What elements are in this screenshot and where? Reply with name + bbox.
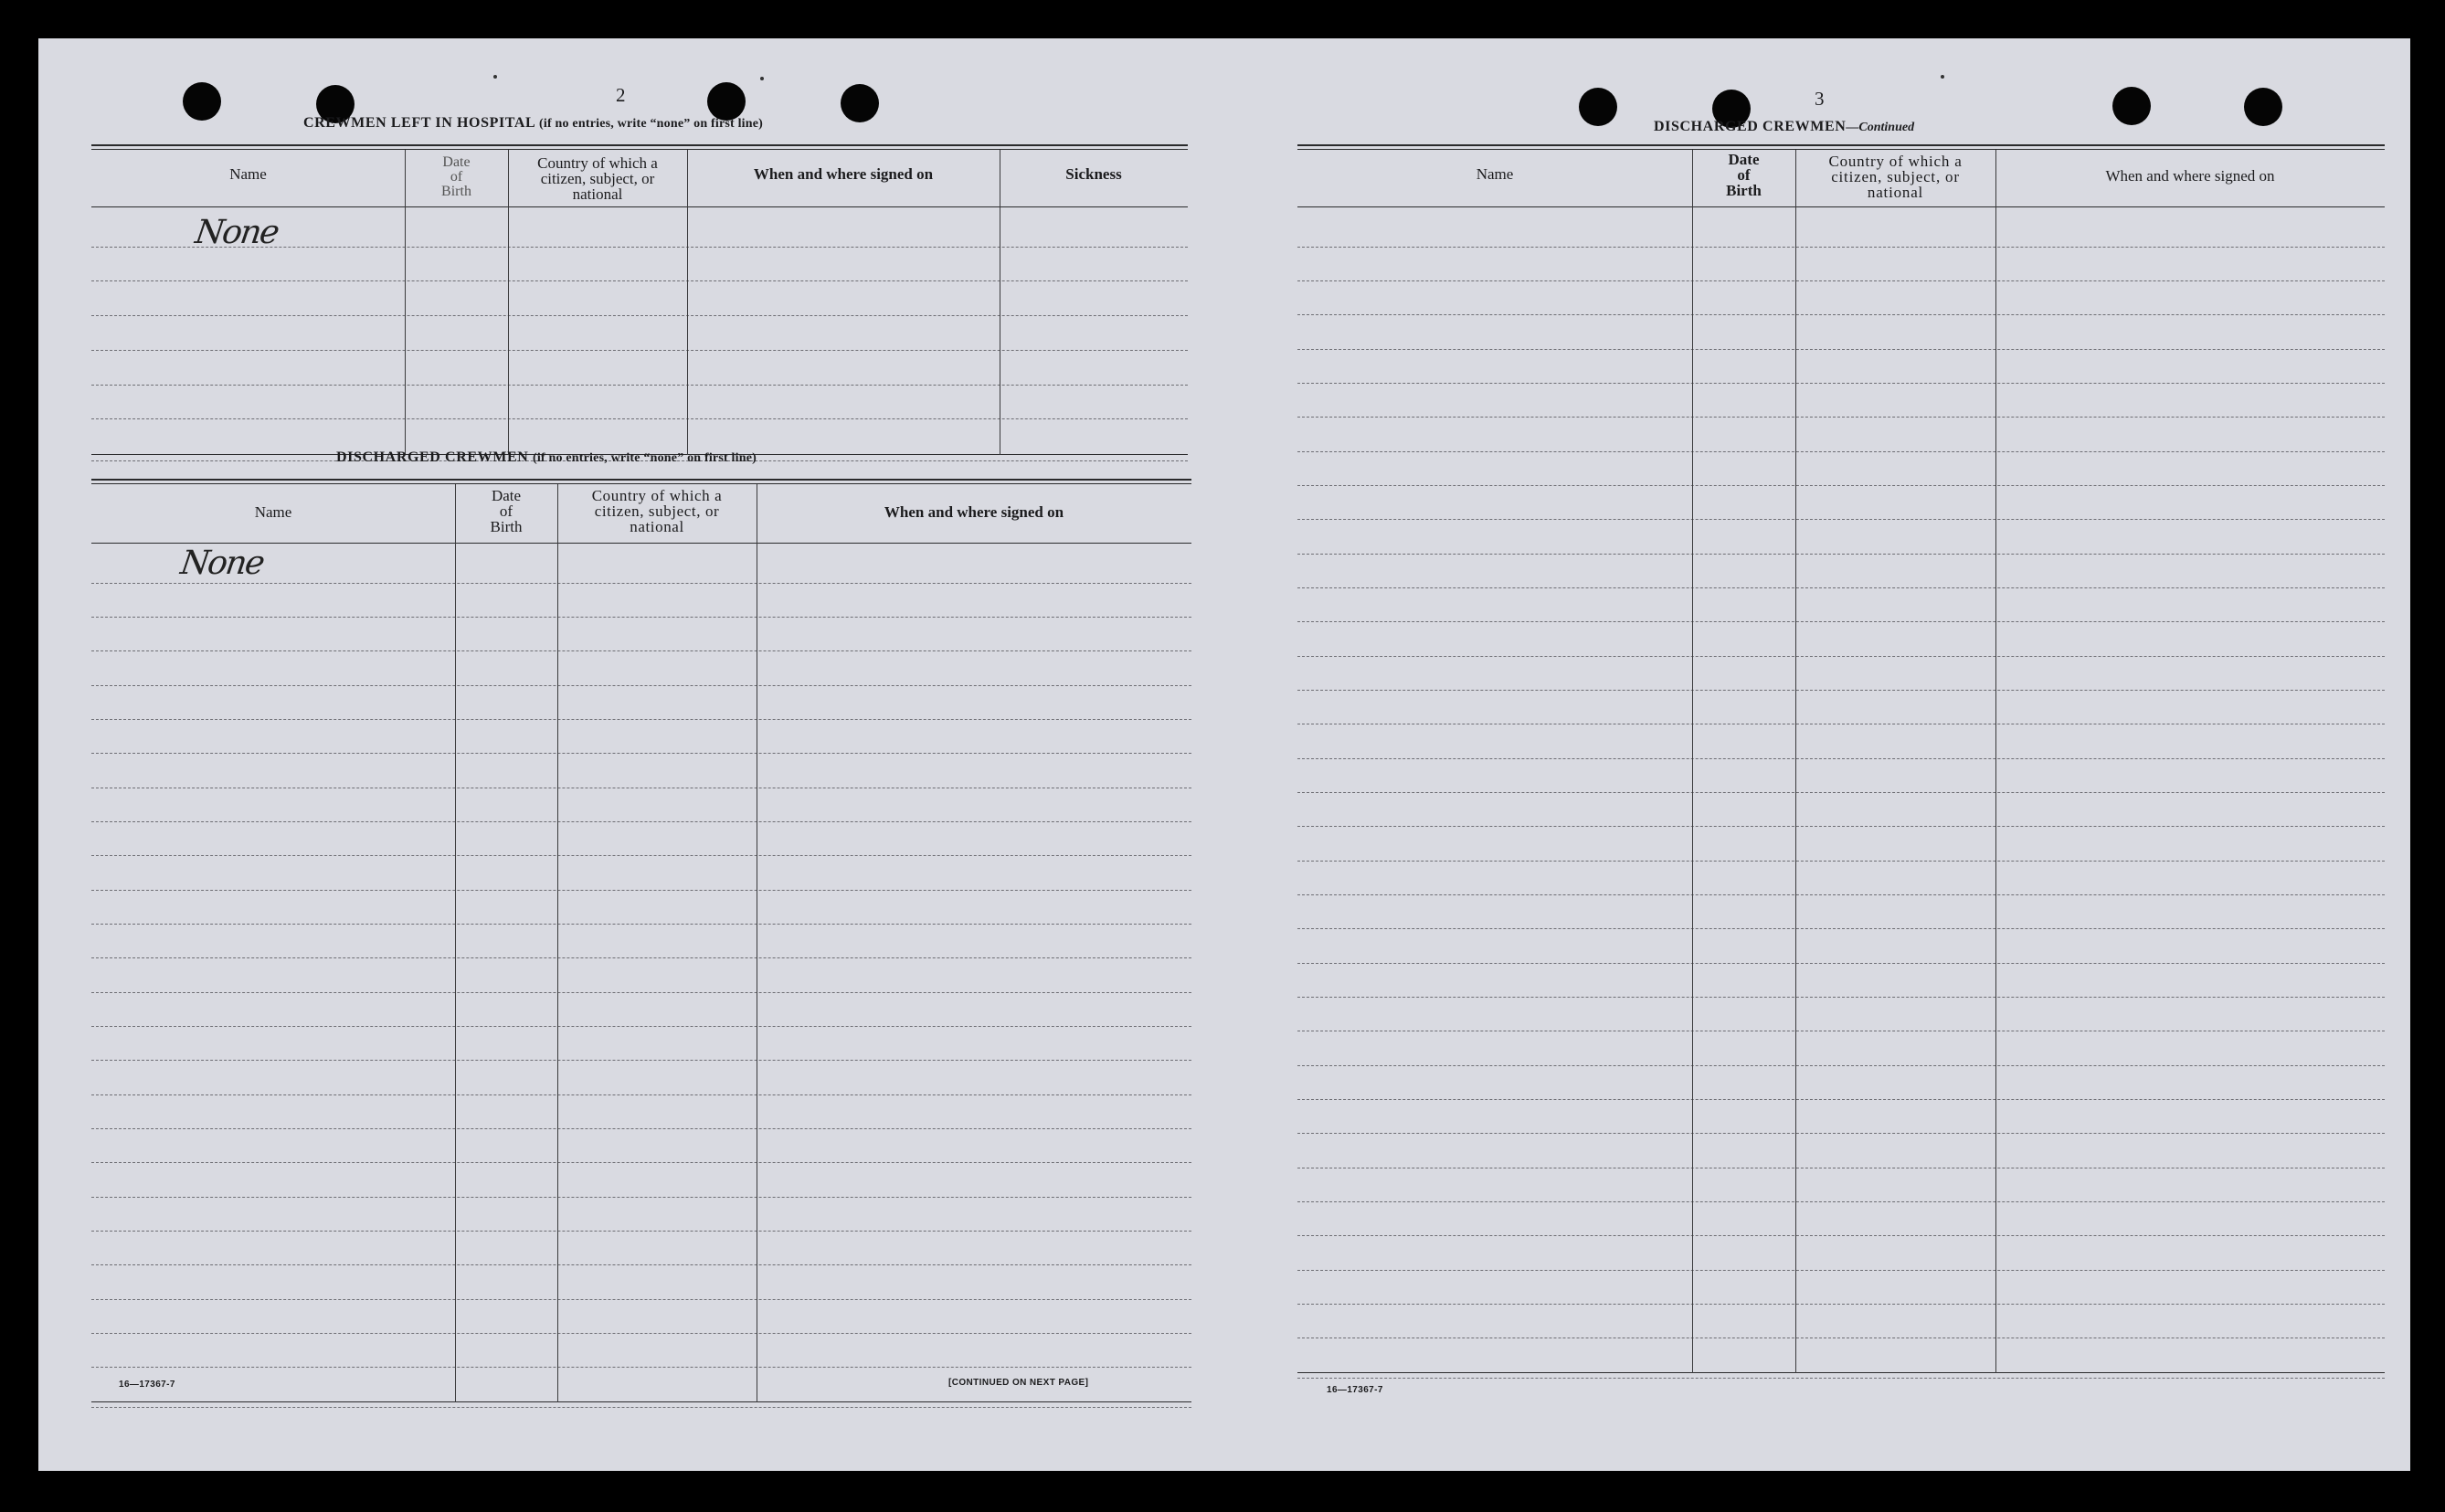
manifest-sheet — [38, 38, 2410, 1471]
column-header-name: Name — [229, 165, 267, 183]
column-header-signed-on: When and where signed on — [884, 503, 1064, 521]
column-header-signed-on: When and where signed on — [2105, 167, 2275, 185]
handwritten-entry-none: None — [193, 214, 280, 251]
column-header-name: Name — [1476, 165, 1514, 183]
column-header-country: Country of which a citizen, subject, or national — [537, 154, 658, 203]
hospital-section-instruction: (if no entries, write “none” on first line) — [539, 117, 764, 131]
discharged-table-left — [91, 479, 1191, 1420]
speck — [1941, 75, 1944, 79]
column-header-date-of-birth: Date of Birth — [1726, 151, 1762, 199]
handwritten-entry-none: None — [178, 545, 266, 582]
column-header-date-of-birth: Date of Birth — [441, 154, 471, 199]
hospital-section-heading — [303, 115, 763, 132]
hospital-section-title: CREWMEN LEFT IN HOSPITAL — [303, 115, 535, 131]
punch-hole — [183, 82, 221, 121]
page-number-left: 2 — [616, 84, 626, 106]
column-header-country: Country of which a citizen, subject, or national — [1828, 153, 1963, 201]
hospital-table — [91, 144, 1188, 466]
column-header-name: Name — [254, 503, 292, 521]
speck — [760, 77, 764, 80]
speck — [493, 75, 497, 79]
punch-hole — [841, 84, 879, 122]
column-header-date-of-birth: Date of Birth — [490, 487, 523, 535]
punch-hole — [1579, 88, 1617, 126]
continued-note: [CONTINUED ON NEXT PAGE] — [948, 1378, 1089, 1388]
discharged-table-right — [1297, 144, 2385, 1423]
discharged-section-heading — [336, 449, 757, 466]
continued-label: —Continued — [1846, 121, 1915, 134]
column-header-country: Country of which a citizen, subject, or national — [591, 487, 723, 535]
column-header-signed-on: When and where signed on — [753, 165, 934, 183]
continued-section-title: DISCHARGED CREWMEN — [1654, 119, 1847, 134]
discharged-section-instruction: (if no entries, write “none” on first line) — [532, 451, 757, 465]
punch-hole — [2112, 87, 2151, 125]
punch-hole — [2244, 88, 2282, 126]
form-number-left: 16—17367-7 — [119, 1380, 175, 1390]
form-number-right: 16—17367-7 — [1327, 1385, 1383, 1395]
continued-section-heading — [1654, 119, 1914, 135]
page-number-right: 3 — [1815, 88, 1825, 110]
column-header-sickness: Sickness — [1065, 165, 1122, 183]
discharged-section-title: DISCHARGED CREWMEN — [336, 449, 529, 465]
